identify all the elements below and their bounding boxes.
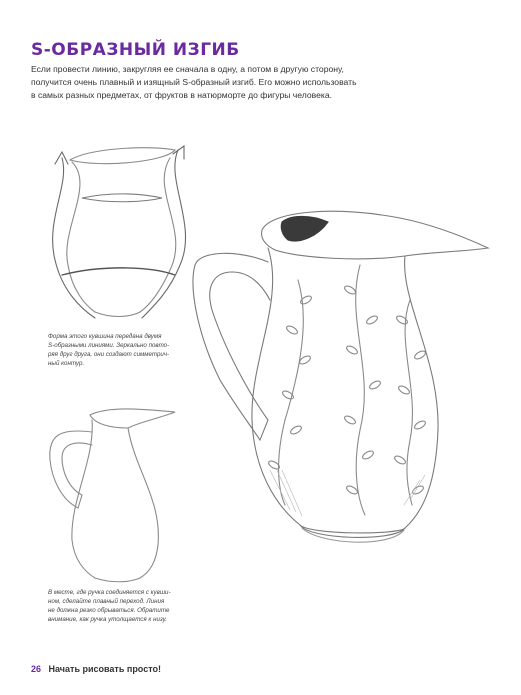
base-shading <box>270 468 425 516</box>
page-number: 26 <box>31 664 42 674</box>
pitcher-rim <box>90 409 175 428</box>
page-footer <box>31 664 161 674</box>
vase-left-contour <box>67 162 95 312</box>
left-arrow-curve <box>53 158 95 318</box>
intro-line: в самых разных предметах, от фруктов в натюрморте до фигуры человека. <box>31 90 333 100</box>
vine-right <box>405 300 412 505</box>
pitcher-right-body <box>128 428 158 578</box>
big-pitcher-inner <box>281 216 328 241</box>
caption-line: S-образными линиями. Зеркально повто- <box>48 342 170 349</box>
intro-line: получится очень плавный и изящный S-образный изгиб. Его можно использовать <box>31 77 357 87</box>
intro-line: Если провести линию, закругляя ее сначала в одну, а потом в другую сторону, <box>31 64 344 74</box>
caption-second <box>48 588 188 624</box>
caption-first <box>48 332 178 368</box>
vase-sketch <box>53 146 186 318</box>
caption-line: ном, сделайте плавный переход. Линия <box>48 598 165 605</box>
detailed-pitcher <box>193 211 488 542</box>
water-line-bottom <box>62 268 175 275</box>
vase-rim <box>70 148 175 164</box>
pitcher-outline-sketch <box>50 409 175 582</box>
vase-base <box>95 312 140 317</box>
caption-line: ряя друг друга, они создают симметрич- <box>48 351 170 358</box>
vine-middle <box>356 265 365 515</box>
big-pitcher-left-body <box>252 248 300 525</box>
page-title: S-ОБРАЗНЫЙ ИЗГИБ <box>31 40 240 60</box>
water-line-top <box>82 194 162 202</box>
big-pitcher-handle <box>193 253 270 440</box>
caption-line: внимание, как ручка утолщается к низу. <box>48 616 167 623</box>
pitcher-base <box>95 578 140 582</box>
right-arrow-head <box>173 146 184 159</box>
vine-leaves <box>267 284 426 495</box>
caption-line: не должна резко обрываться. Обратите <box>48 607 170 614</box>
book-title: Начать рисовать просто! <box>48 664 161 674</box>
vase-right-contour <box>140 158 176 312</box>
caption-line: В месте, где ручка соединяется с кувши- <box>48 589 171 596</box>
caption-line: ный контур. <box>48 360 85 367</box>
right-arrow-curve <box>142 150 186 318</box>
caption-line: Форма этого кувшина передана двумя <box>48 333 162 340</box>
